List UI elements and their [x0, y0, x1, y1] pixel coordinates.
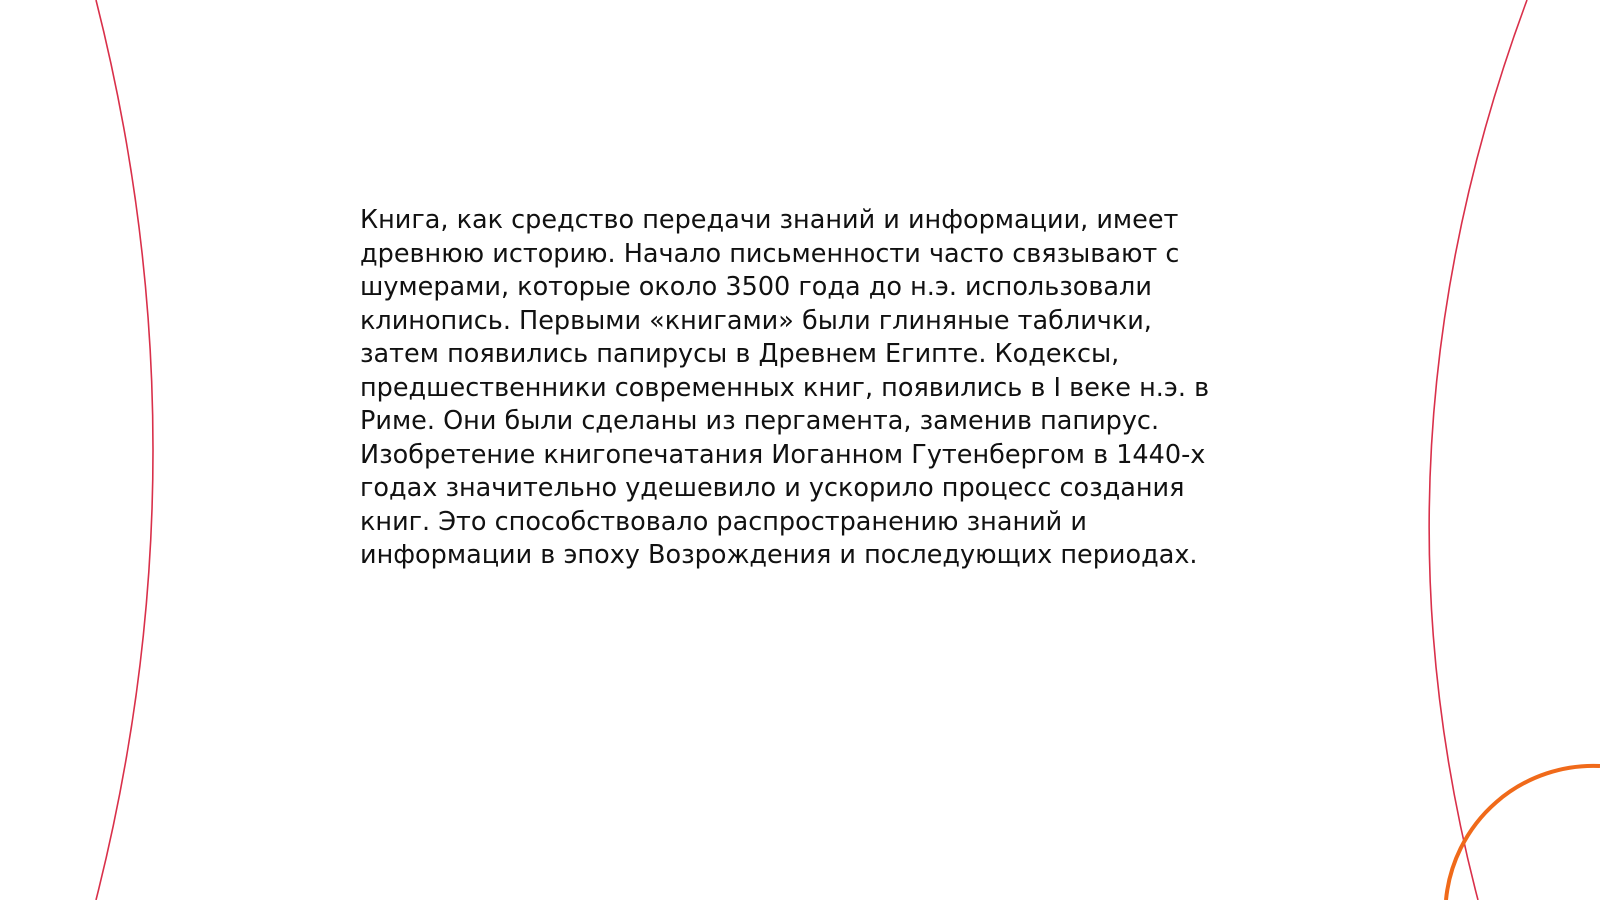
- body-text: Книга, как средство передачи знаний и информации, имеет древнюю историю. Начало письменности часто связывают с шумерами, которые около 3500 года до н.э. использовали клинопись. Первыми «книгами» были глиняные таблички, затем появились папирусы в Древнем Египте. Кодексы, предшественники современных книг, появились в I веке н.э. в Риме. Они были сделаны из пергамента, заменив папирус. Изобретение книгопечатания Иоганном Гутенбергом в 1440-х годах значительно удешевило и ускорило процесс создания книг. Это способствовало распространению знаний и информации в эпоху Возрождения и последующих периодах.: [360, 205, 1210, 570]
- right-arc: [1429, 0, 1527, 900]
- left-arc: [96, 0, 153, 900]
- orange-arc: [1446, 766, 1600, 900]
